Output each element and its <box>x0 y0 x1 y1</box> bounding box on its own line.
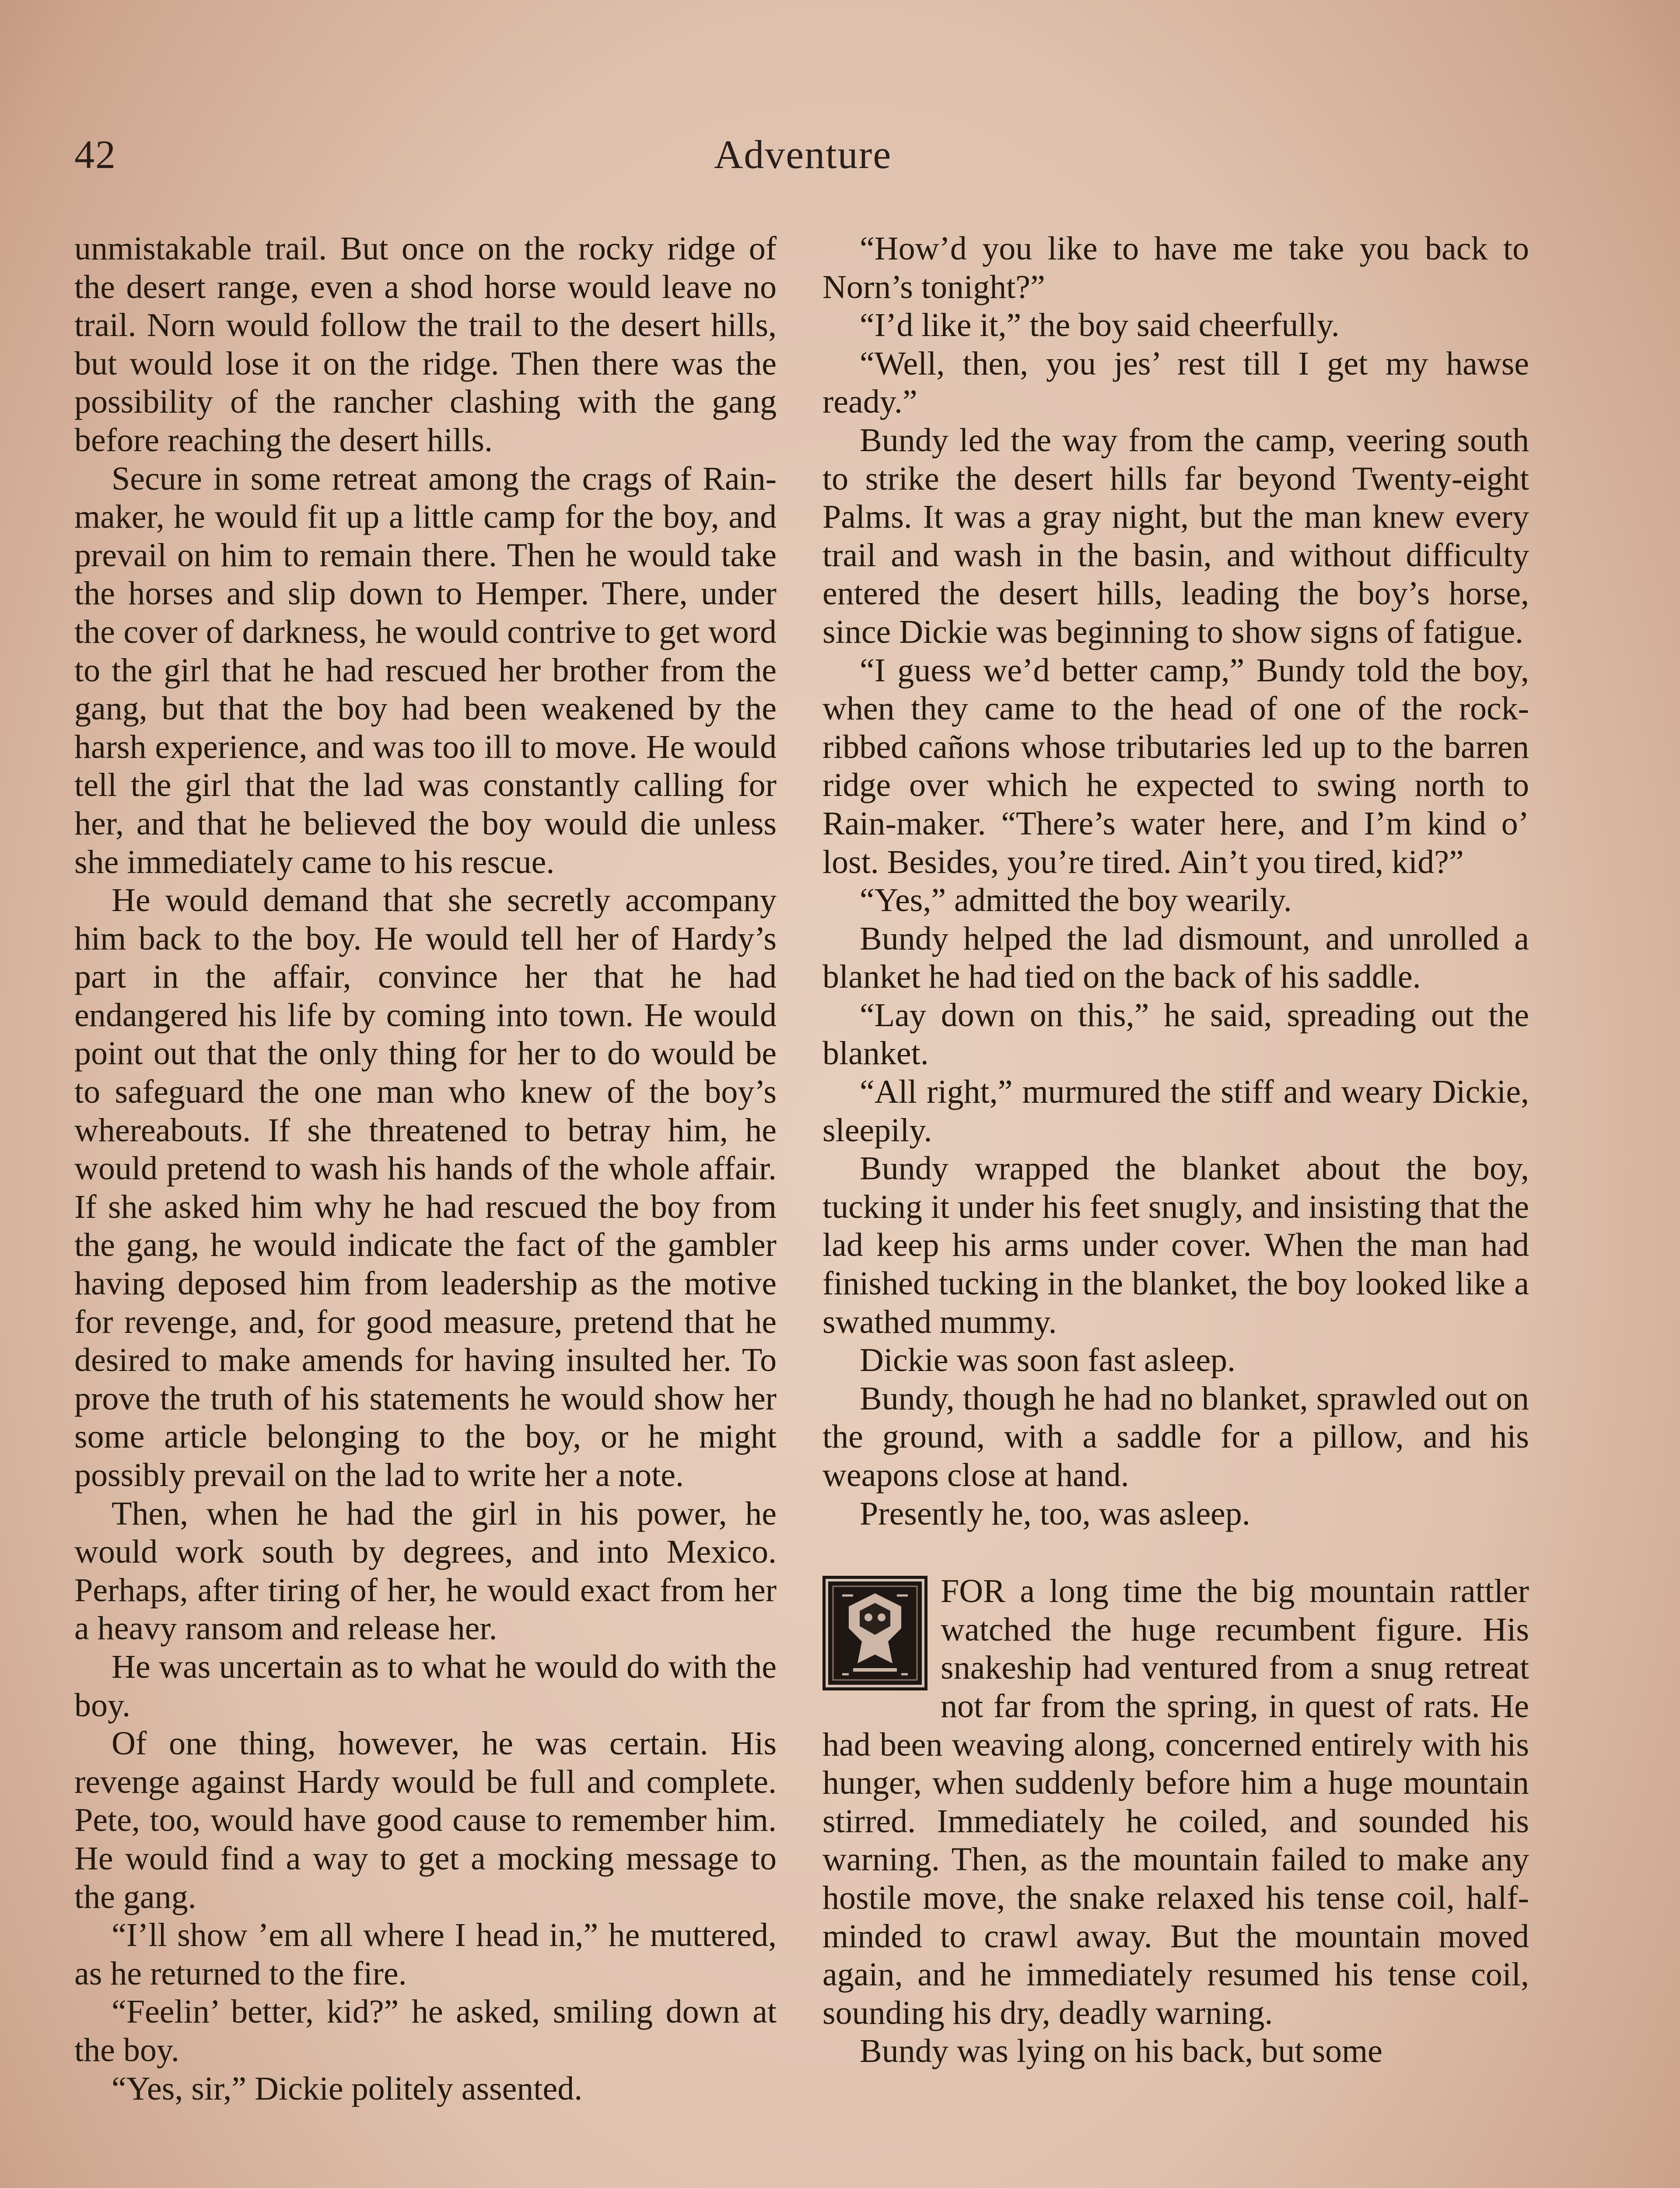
page-number: 42 <box>74 132 116 177</box>
paragraph: Bundy led the way from the camp, veering south to strike the desert hills far beyond Twenty-eight Palms. It was a gray night, but the man knew every trail and wash in the basin, and without difficulty entered the desert hills, leading the boy’s horse, since Dickie was beginning to show signs of fatigue. <box>822 421 1529 650</box>
paragraph: He would demand that she secretly accompany him back to the boy. He would tell her of Hardy’s part in the affair, convince her that he had endangered his life by coming into town. He would point out that the only thing for her to do would be to safeguard the one man who knew of the boy’s whereabouts. If she threatened to betray him, he would pretend to wash his hands of the whole affair. If she asked him why he had rescued the boy from the gang, he would indicate the fact of the gambler having deposed him from leadership as the motive for revenge, and, for good measure, pretend that he desired to make amends for having insulted her. To prove the truth of his statements he would show her some article belonging to the boy, or he might possibly prevail on the lad to write her a note. <box>74 882 777 1494</box>
paragraph: Bundy, though he had no blanket, sprawled out on the ground, with a saddle for a pillow, and his weapons close at hand. <box>822 1380 1529 1494</box>
paragraph: Bundy helped the lad dismount, and unrolled a blanket he had tied on the back of his saddle. <box>822 920 1529 996</box>
paragraph: unmistakable trail. But once on the rocky ridge of the desert range, even a shod horse would leave no trail. Norn would follow the trail to the desert hills, but would lose it on the ridge. Then there was the possibility of the rancher clashing with the gang before reaching the desert hills. <box>74 230 777 459</box>
paragraph: Presently he, too, was asleep. <box>860 1495 1250 1532</box>
paragraph: Of one thing, however, he was certain. His revenge against Hardy would be full and complete. Pete, too, would have good cause to remember him. He would find a way to get a mocking message to the gang. <box>74 1725 777 1915</box>
section-opening <box>822 1572 1529 2032</box>
paragraph: “All right,” murmured the stiff and weary Dickie, sleepily. <box>822 1073 1529 1149</box>
right-column <box>822 230 1529 2071</box>
paragraph: “I’d like it,” the boy said cheerfully. <box>860 307 1340 344</box>
paragraph: Secure in some retreat among the crags of Rain-maker, he would fit up a little camp for the boy, and prevail on him to remain there. Then he would take the horses and slip down to Hemper. There, under the cover of darkness, he would contrive to get word to the girl that he had rescued her brother from the gang, but that the boy had been weakened by the harsh experience, and was too ill to move. He would tell the girl that the lad was constantly calling for her, and that he believed the boy would die unless she immediately came to his rescue. <box>74 460 777 880</box>
paragraph: “How’d you like to have me take you back to Norn’s tonight?” <box>822 230 1529 305</box>
ornament-icon <box>822 1576 928 1690</box>
paragraph: FOR a long time the big mountain rattler watched the huge recumbent figure. His snakeship had ventured from a snug retreat not far from the spring, in quest of rats. He had been weaving along, concerned entirely with his hunger, when suddenly before him a huge mountain stirred. Immediately he coiled, and sounded his warning. Then, as the mountain failed to make any hostile move, the snake relaxed his tense coil, half-minded to crawl away. But the mountain moved again, and he immediately resumed his tense coil, sounding his dry, deadly warning. <box>822 1573 1529 2031</box>
running-title: Adventure <box>714 132 892 177</box>
paragraph: He was uncertain as to what he would do with the boy. <box>74 1648 777 1724</box>
paragraph: “Feelin’ better, kid?” he asked, smiling down at the boy. <box>74 1993 777 2069</box>
paragraph: “I’ll show ’em all where I head in,” he muttered, as he returned to the fire. <box>74 1917 777 1992</box>
paragraph: “I guess we’d better camp,” Bundy told the boy, when they came to the head of one of the rock-ribbed cañons whose tributaries led up to the barren ridge over which he expected to swing north to Rain-maker. “There’s water here, and I’m kind o’ lost. Besides, you’re tired. Ain’t you tired, kid?” <box>822 652 1529 880</box>
paragraph: “Yes, sir,” Dickie politely assented. <box>112 2070 583 2107</box>
paragraph: “Well, then, you jes’ rest till I get my hawse ready.” <box>822 345 1529 421</box>
paragraph: “Yes,” admitted the boy wearily. <box>860 882 1292 919</box>
left-column <box>74 230 777 2108</box>
paragraph: “Lay down on this,” he said, spreading out the blanket. <box>822 996 1529 1072</box>
paragraph: Then, when he had the girl in his power, he would work south by degrees, and into Mexico. Perhaps, after tiring of her, he would exact from her a heavy ransom and release her. <box>74 1495 777 1647</box>
paragraph: Bundy was lying on his back, but some <box>860 2033 1382 2070</box>
section-break <box>822 1533 1529 1572</box>
paragraph: Dickie was soon fast asleep. <box>860 1342 1236 1379</box>
paragraph: Bundy wrapped the blanket about the boy, tucking it under his feet snugly, and insisting that the lad keep his arms under cover. When the man had finished tucking in the blanket, the boy looked like a swathed mummy. <box>822 1150 1529 1340</box>
page-header <box>74 131 1531 193</box>
